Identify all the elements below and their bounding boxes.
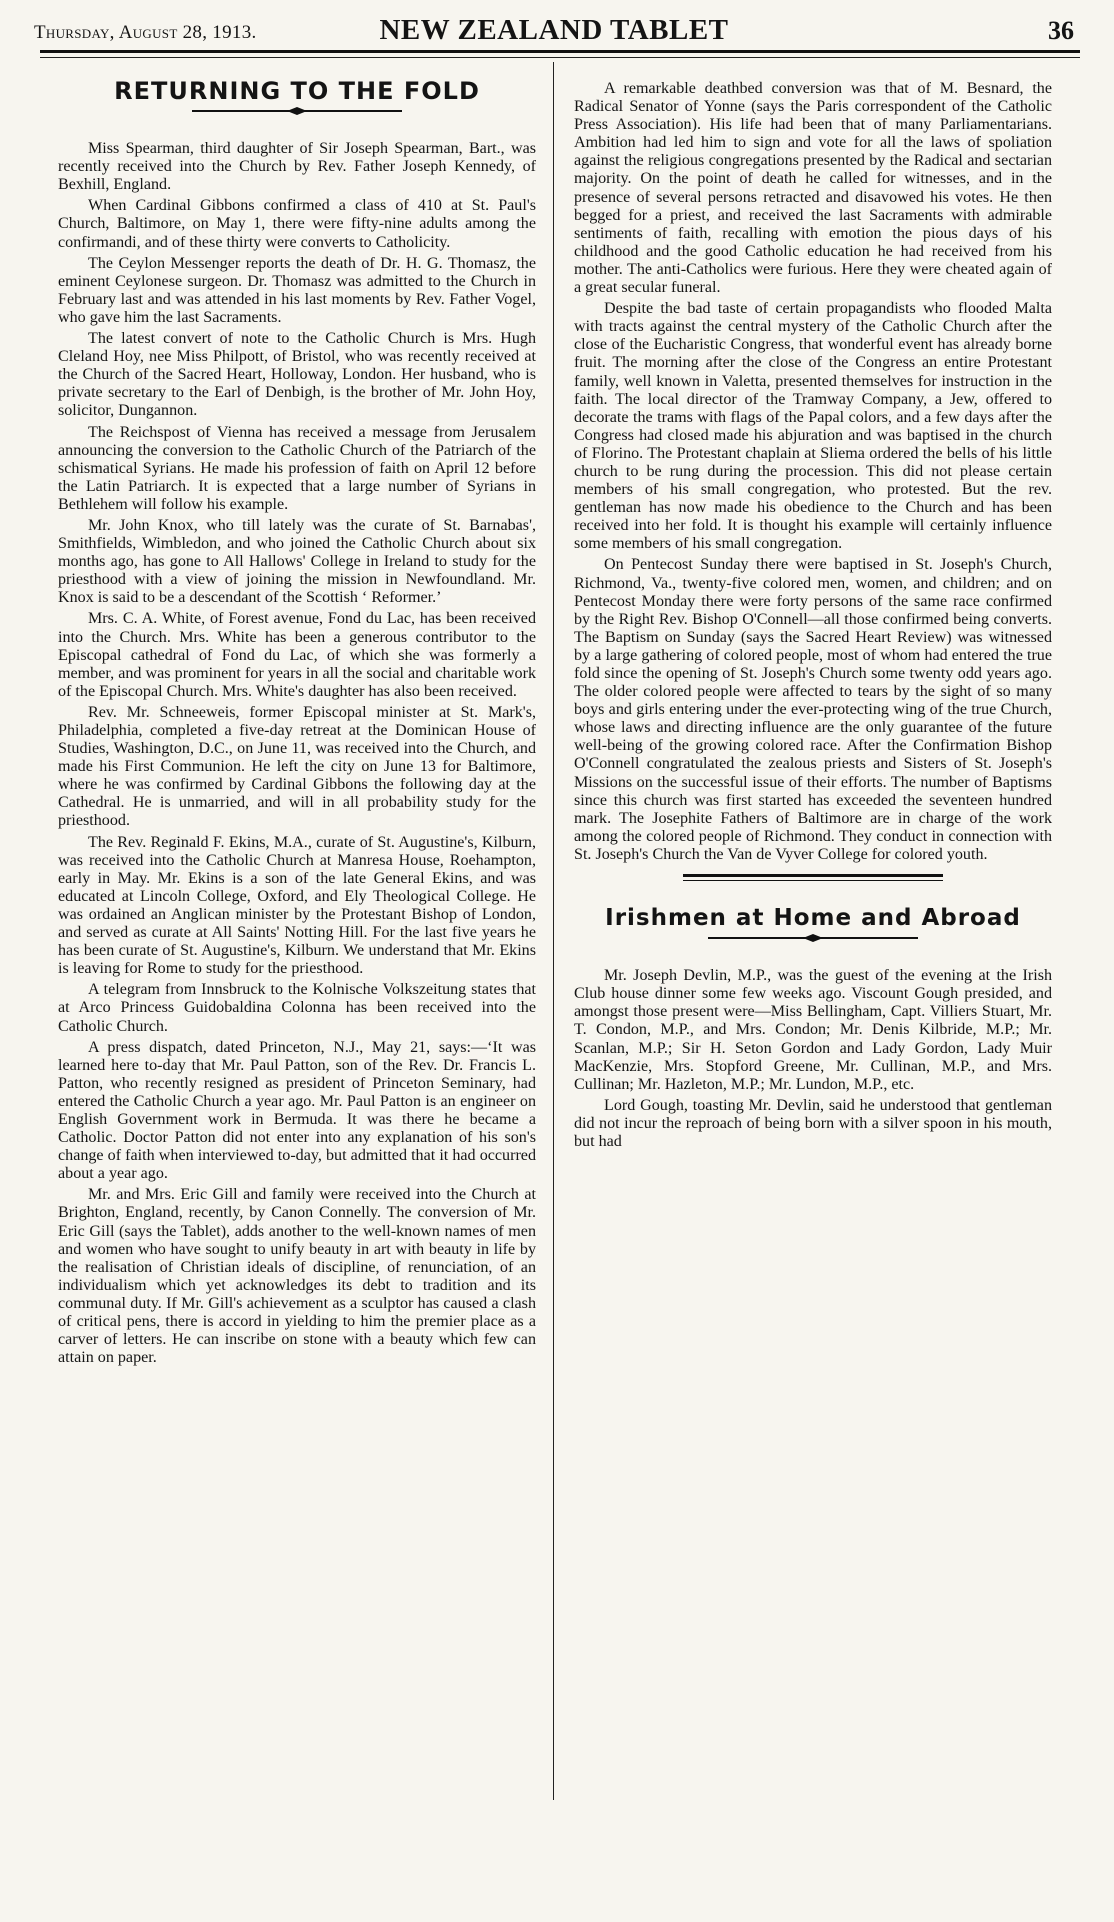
masthead (28, 14, 1080, 48)
paragraph: Rev. Mr. Schneeweis, former Episcopal minister at St. Mark's, Philadelphia, completed a five-day retreat at the Dominican House of Studies, Washington, D.C., on June 11, was received into the Church, and made his First Communion. He left the city on June 13 for Baltimore, where he was confirmed by Cardinal Gibbons the following day at the Cathedral. He is unmarried, and will in all probability study for the priesthood. (58, 703, 536, 830)
paragraph: The Rev. Reginald F. Ekins, M.A., curate of St. Augustine's, Kilburn, was received into the Catholic Church at Manresa House, Roehampton, early in May. Mr. Ekins is a son of the late General Ekins, and was educated at Lincoln College, Oxford, and Ely Theological College. He was ordained an Anglican minister by the Protestant Bishop of London, and served as curate at All Saints' Notting Hill. For the last five years he has been curate of St. Augustine's, Kilburn. We understand that Mr. Ekins is leaving for Rome to study for the priesthood. (58, 833, 536, 978)
article-heading-returning: RETURNING TO THE FOLD (114, 77, 480, 105)
irish-section (574, 905, 1052, 1151)
paragraph: The latest convert of note to the Catholic Church is Mrs. Hugh Cleland Hoy, nee Miss Philpott, of Bristol, who was recently received at the Church of the Sacred Heart, Holloway, London. Her husband, who is private secretary to the Earl of Denbigh, is the brother of Mr. John Hoy, solicitor, Dungannon. (58, 330, 536, 420)
paragraph: Despite the bad taste of certain propagandists who flooded Malta with tracts against the central mystery of the Catholic Church after the close of the Eucharistic Congress, that wonderful event has already borne fruit. The morning after the close of the Congress an entire Protestant family, well known in Valetta, presented themselves for instruction in the faith. The local director of the Tramway Company, a Jew, offered to decorate the trams with flags of the Papal colors, and a few days after the Congress had closed made his abjuration and was baptised in the church of Florino. The Protestant chaplain at Sliema ordered the bells of his little church to be rung during the procession. This did not please certain members of his small congregation, who protested. But the rev. gentleman has now made his obedience to the Church and has been received into her fold. It is thought his example will certainly influence some members of his small congregation. (574, 300, 1052, 553)
paragraph: Mrs. C. A. White, of Forest avenue, Fond du Lac, has been received into the Church. Mrs. White has been a generous contributor to the Episcopal cathedral of Fond du Lac, of which she was formerly a member, and was prominent for years in all the social and charitable work of the Episcopal Church. Mrs. White's daughter has also been received. (58, 610, 536, 700)
paragraph: On Pentecost Sunday there were baptised in St. Joseph's Church, Richmond, Va., twenty-five colored men, women, and children; and on Pentecost Monday there were forty persons of the same race confirmed by the Right Rev. Bishop O'Connell—all those confirmed being converts. The Baptism on Sunday (says the Sacred Heart Review) was witnessed by a large gathering of colored people, most of whom had entered the true fold since the opening of St. Joseph's Church some twenty odd years ago. The older colored people were affected to tears by the sight of so many boys and girls entering under the ever-protecting wing of the true Church, whose laws and directing influence are the only guarantee of the future well-being of the growing colored race. After the Confirmation Bishop O'Connell congratulated the zealous priests and Sisters of St. Joseph's Missions on the successful issue of their efforts. The number of Baptisms since this church was first started has exceeded the seventeen hundred mark. The Josephite Fathers of Baltimore are in charge of the work among the colored people of Richmond. They conduct in connection with St. Joseph's Church the Van de Vyver College for colored youth. (574, 556, 1052, 863)
page-number: 36 (1048, 16, 1074, 45)
paragraph: The Ceylon Messenger reports the death of Dr. H. G. Thomasz, the eminent Ceylonese surgeon. Dr. Thomasz was admitted to the Church in February last and was attended in his last moments by Rev. Father Vogel, who gave him the last Sacraments. (58, 254, 536, 326)
paragraph: When Cardinal Gibbons confirmed a class of 410 at St. Paul's Church, Baltimore, on May 1, there were fifty-nine adults among the confirmandi, and of these thirty were converts to Catholicity. (58, 197, 536, 251)
right-column (574, 80, 1052, 1154)
issue-date: Thursday, August 28, 1913. (34, 22, 257, 43)
left-column (58, 76, 536, 1370)
heading-ornament (708, 933, 918, 943)
paragraph: Mr. and Mrs. Eric Gill and family were received into the Church at Brighton, England, recently, by Canon Connelly. The conversion of Mr. Eric Gill (says the Tablet), adds another to the well-known names of men and women who have sought to unify beauty in art with beauty in life by the realisation of Christian ideals of discipline, of renunciation, of an individualism which yet acknowledges its debt to tradition and its communal duty. If Mr. Gill's achievement as a sculptor has caused a clash of critical pens, there is accord in yielding to him the premier place as a carver of letters. He can inscribe on stone with a beauty which few can attain on paper. (58, 1186, 536, 1367)
paragraph: Mr. Joseph Devlin, M.P., was the guest of the evening at the Irish Club house dinner some few weeks ago. Viscount Gough presided, and amongst those present were—Miss Bellingham, Capt. Villiers Stuart, Mr. T. Condon, M.P., and Mrs. Condon; Mr. Denis Kilbride, M.P.; Mr. Scanlan, M.P.; Sir H. Seton Gordon and Lady Gordon, Lady Muir MacKenzie, Mrs. Stopford Greene, Mr. Cullinan, M.P., and Mrs. Cullinan; Mr. Hazleton, M.P.; Mr. Lundon, M.P., etc. (574, 967, 1052, 1093)
column-divider (553, 62, 554, 1800)
masthead-rule (40, 50, 1080, 53)
paragraph: Miss Spearman, third daughter of Sir Joseph Spearman, Bart., was recently received into the Church by Rev. Father Joseph Kennedy, of Bexhill, England. (58, 140, 536, 194)
paragraph: A remarkable deathbed conversion was that of M. Besnard, the Radical Senator of Yonne (says the Paris correspondent of the Catholic Press Association). His life had been that of many Parliamentarians. Ambition had led him to sign and vote for all the laws of spoliation against the religious congregations presented by the Radical and sectarian majority. On the point of death he called for witnesses, and in the presence of several persons retracted and disavowed his votes. He then begged for a priest, and received the last Sacraments with admirable sentiments of faith, recalling with emotion the pious days of his childhood and the good Catholic education he had received from his mother. The anti-Catholics were furious. Here they were cheated again of a great secular funeral. (574, 80, 1052, 297)
paragraph: A press dispatch, dated Princeton, N.J., May 21, says:—‘It was learned here to-day that Mr. Paul Patton, son of the Rev. Dr. Francis L. Patton, who recently resigned as president of Princeton Seminary, had entered the Catholic Church a year ago. Mr. Paul Patton is an engineer on English Government work in Bermuda. It was there he became a Catholic. Doctor Patton did not enter into any explanation of his son's change of faith when interviewed to-day, but admitted that it had occurred about a year ago. (58, 1038, 536, 1183)
newspaper-title: NEW ZEALAND TABLET (379, 14, 729, 46)
section-separator (683, 874, 943, 881)
masthead-rule-thin (40, 57, 1080, 58)
article-heading-irishmen: Irishmen at Home and Abroad (605, 905, 1021, 932)
paragraph: A telegram from Innsbruck to the Kolnische Volkszeitung states that at Arco Princess Guidobaldina Colonna has been received into the Catholic Church. (58, 981, 536, 1035)
paragraph: Mr. John Knox, who till lately was the curate of St. Barnabas', Smithfields, Wimbledon, and who joined the Catholic Church about six months ago, has gone to All Hallows' College in Ireland to study for the priesthood with a view of joining the mission in Newfoundland. Mr. Knox is said to be a descendant of the Scottish ‘ Reformer.’ (58, 516, 536, 607)
paragraph: Lord Gough, toasting Mr. Devlin, said he understood that gentleman did not incur the reproach of being born with a silver spoon in his mouth, but had (574, 1096, 1052, 1150)
paragraph: The Reichspost of Vienna has received a message from Jerusalem announcing the conversion to the Catholic Church of the Patriarch of the schismatical Syrians. He made his profession of faith on April 12 before the Latin Patriarch. It is expected that a large number of Syrians in Bethlehem will follow his example. (58, 423, 536, 513)
heading-ornament (192, 106, 402, 116)
